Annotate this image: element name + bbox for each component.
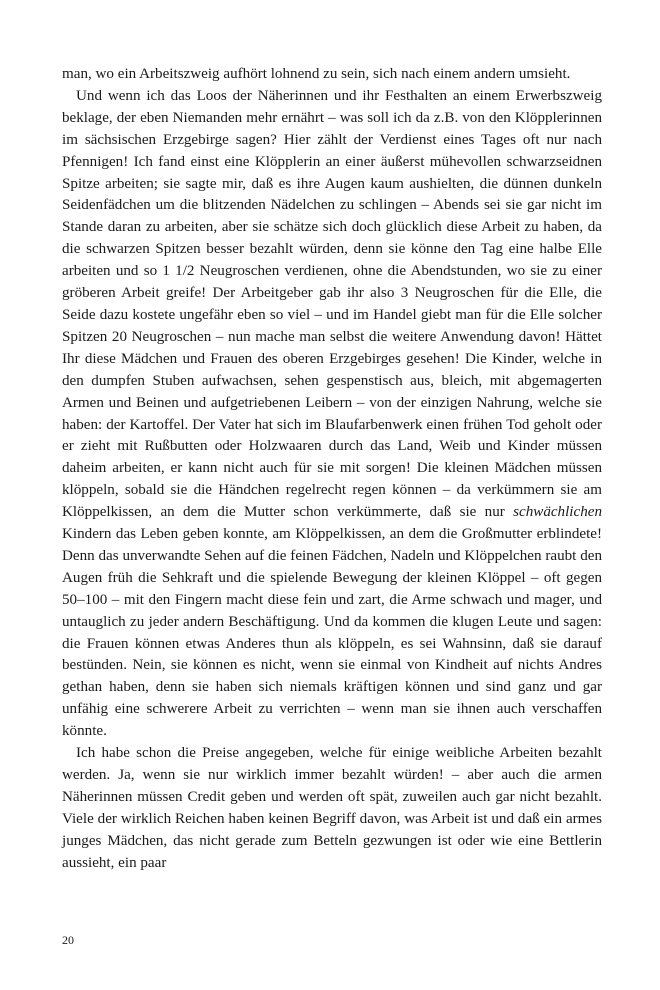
emphasis-text: schwächlichen [513, 504, 602, 521]
paragraph-preise: Ich habe schon die Preise angegeben, welche für einige weibliche Arbeiten bezahlt werden. Ja, wenn sie nur wirklich immer bezahlt würden! – aber auch die armen Näherinnen müssen Credit geben und werden oft spät, zuweilen auch gar nicht bezahlt. Viele der wirklich Reichen haben keinen Begriff davon, was Arbeit ist und daß ein armes junges Mädchen, das nicht gerade zum Betteln gezwungen ist oder wie eine Bettlerin aussieht, ein paar [62, 745, 602, 871]
paragraph-text-continued: Kindern das Leben geben konnte, am Klöppelkissen, an dem die Großmutter erblindete! Denn das unverwandte Sehen auf die feinen Fädchen, Nadeln und Klöppelchen raubt den Augen früh die Sehkraft und die spielende Bewegung der kleinen Klöppel – oft gegen 50–100 – mit den Fingern macht diese fein und zart, die Arme schwach und mager, und untauglich zu jeder andern Beschäftigung. Und da kommen die klugen Leute und sagen: die Frauen können etwas Anderes thun als klöppeln, es sei Wahnsinn, daß sie darauf bestünden. Nein, sie können es nicht, wenn sie einmal von Kindheit auf nichts Andres gethan haben, denn sie haben sich niemals kräftigen können und sind ganz und gar unfähig eine schwerere Arbeit zu verrichten – wenn man sie ihnen auch verschaffen könnte. [62, 526, 602, 740]
paragraph-text: Und wenn ich das Loos der Näherinnen und ihr Festhalten an einem Erwerbszweig beklage, der eben Niemanden mehr ernährt – was soll ich da z.B. von den Klöpplerinnen im sächsischen Erzgebirge sagen? Hier zählt der Verdienst eines Tages oft nur nach Pfennigen! Ich fand einst eine Klöpplerin an einer äußerst mühevollen schwarzseidnen Spitze arbeiten; sie sagte mir, daß es ihre Augen kaum aushielten, die dünnen dunkeln Seidenfädchen um die blitzenden Nädelchen zu schlingen – Abends sei sie gar nicht im Stande daran zu arbeiten, aber sie schätze sich doch glücklich diese Arbeit zu haben, da die schwarzen Spitzen besser bezahlt würden, denn sie könne den Tag eine halbe Elle arbeiten und so 1 1/2 Neugroschen verdienen, ohne die Abendstunden, wo sie zu einer gröberen Arbeit greife! Der Arbeitgeber gab ihr also 3 Neugroschen für die Elle, die Seide dazu kostete ungefähr eben so viel – und im Handel giebt man für die Elle solcher Spitzen 20 Neugroschen – nun mache man selbst die weitere Anwendung davon! Hättet Ihr diese Mädchen und Frauen des oberen Erzgebirges gesehen! Die Kinder, welche in den dumpfen Stuben aufwachsen, sehen gespenstisch aus, bleich, mit abgemagerten Armen und Beinen und aufgetriebenen Leibern – von der einzigen Nahrung, welche sie haben: der Kartoffel. Der Vater hat sich im Blaufarbenwerk einen frühen Tod geholt oder er zieht mit Rußbutten oder Holzwaaren durch das Land, Weib und Kinder müssen daheim arbeiten, er kann nicht auch für sie mit sorgen! Die kleinen Mädchen müssen klöppeln, sobald sie die Händchen regelrecht regen können – da verkümmern sie am Klöppelkissen, an dem die Mutter schon verkümmerte, daß sie nur [62, 87, 602, 521]
page-number: 20 [62, 933, 74, 947]
paragraph-continuation: man, wo ein Arbeitszweig aufhört lohnend zu sein, sich nach einem andern umsieht. [62, 66, 571, 82]
body-text [62, 64, 602, 875]
paragraph-kloepplerinnen [62, 86, 602, 743]
